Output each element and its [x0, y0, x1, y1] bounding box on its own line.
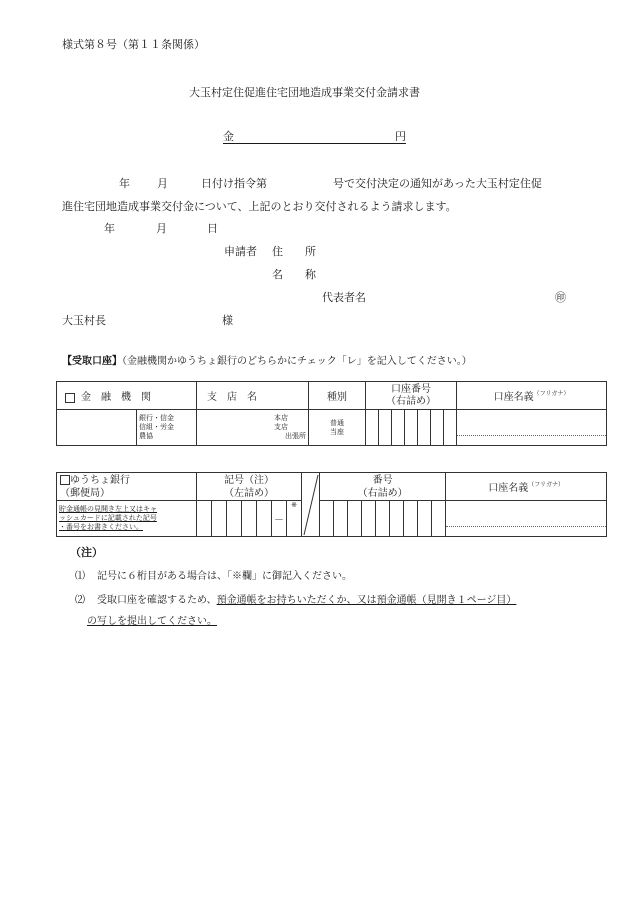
symbol-digit[interactable]: [257, 501, 272, 537]
body-year: 年: [119, 177, 130, 190]
account-type-checking: 当座: [330, 427, 344, 436]
symbol-dash: －: [272, 501, 287, 537]
number-digit[interactable]: [390, 501, 404, 537]
account-digit[interactable]: [405, 410, 418, 446]
number-digit[interactable]: [320, 501, 334, 537]
yucho-holder-header: [446, 473, 607, 501]
body-line2: 進住宅団地造成事業交付金について、上記のとおり交付されるよう請求します。: [62, 200, 457, 213]
inst-type-bank: 銀行・信金: [139, 414, 174, 422]
institution-type-cell: [137, 410, 197, 446]
number-sub: （右詰め）: [357, 487, 408, 499]
holder-kana-line: [457, 419, 606, 436]
number-header: [320, 473, 446, 501]
addressee-name: 大玉村長: [62, 314, 106, 327]
body-day-suffix: 日付け指令第: [201, 177, 267, 190]
number-digit[interactable]: [348, 501, 362, 537]
holder-header: [457, 382, 607, 410]
date-year: 年: [104, 222, 115, 235]
holder-label: 口座名義: [493, 392, 534, 403]
institution-header-label: 金 融 機 関: [81, 392, 151, 403]
account-no-sub: （右詰め）: [386, 395, 437, 407]
applicant-label: 申請者: [224, 245, 257, 258]
account-digit[interactable]: [444, 410, 457, 446]
branch-cell[interactable]: [197, 410, 309, 446]
amount-prefix: 金: [223, 130, 234, 143]
note-2-line2: の写しを提出してください。: [87, 616, 217, 627]
branch-header: 支 店 名: [197, 382, 309, 410]
account-digit[interactable]: [366, 410, 379, 446]
note-2: [97, 591, 516, 606]
institution-checkbox[interactable]: [65, 393, 75, 403]
yucho-holder-cell[interactable]: [446, 501, 607, 537]
branch-type-office: 出張所: [285, 432, 306, 440]
holder-kana-label: （フリガナ）: [533, 390, 570, 398]
account-heading-label: 【受取口座】: [62, 356, 122, 367]
institution-name-cell[interactable]: [57, 410, 137, 446]
yucho-holder-label: 口座名義: [488, 483, 529, 494]
body-month: 月: [157, 177, 168, 190]
symbol-star-digit[interactable]: ※: [287, 501, 302, 537]
bank-account-table: [56, 381, 607, 446]
yucho-checkbox[interactable]: [60, 475, 70, 485]
symbol-sub: （左詰め）: [224, 487, 275, 499]
yucho-holder-kana: （フリガナ）: [528, 481, 564, 489]
account-digit[interactable]: [379, 410, 392, 446]
number-digit[interactable]: [334, 501, 348, 537]
note-1: 記号に６桁目がある場合は、「※欄」に御記入ください。: [97, 571, 352, 582]
amount-line[interactable]: [223, 128, 406, 144]
account-digit[interactable]: [392, 410, 405, 446]
yucho-account-table: [56, 472, 607, 537]
number-digit[interactable]: [432, 501, 446, 537]
yucho-note-line: 貯金通帳の見開き左上又はキャ: [59, 505, 157, 513]
amount-suffix: 円: [395, 130, 406, 143]
yucho-note-line: ・番号をお書きください。: [59, 523, 143, 531]
body-num-suffix: 号で交付決定の通知があった大玉村定住促: [333, 177, 542, 190]
diagonal-cell: [302, 473, 320, 537]
date-month: 月: [156, 222, 167, 235]
holder-name-cell[interactable]: [457, 410, 607, 446]
number-digit[interactable]: [362, 501, 376, 537]
symbol-digit[interactable]: [227, 501, 242, 537]
number-label: 番号: [372, 474, 393, 486]
number-digit[interactable]: [418, 501, 432, 537]
branch-type-branch: 支店: [274, 423, 288, 431]
number-digit[interactable]: [404, 501, 418, 537]
yucho-bank-label: ゆうちょ銀行: [70, 474, 130, 486]
diagonal-line: [302, 473, 320, 537]
yucho-holder-kana-line: [446, 510, 606, 527]
account-digit[interactable]: [418, 410, 431, 446]
yucho-bank-sub: （郵便局）: [60, 487, 110, 499]
account-no-header: [366, 382, 457, 410]
note-2-number: ⑵: [75, 595, 85, 606]
account-no-label: 口座番号: [391, 383, 432, 395]
rep-label: 代表者名: [322, 291, 366, 304]
inst-type-credit: 信組・労金: [139, 423, 174, 431]
form-number: 様式第８号（第１１条関係）: [62, 38, 205, 51]
note-2-plain: 受取口座を確認するため、: [97, 595, 217, 606]
name-label: 名 称: [272, 268, 316, 281]
seal-mark: ㊞: [555, 291, 566, 304]
symbol-digit[interactable]: [212, 501, 227, 537]
notes-heading: （注）: [70, 546, 103, 559]
number-digit[interactable]: [376, 501, 390, 537]
yucho-note-line: ッシュカードに記載された記号: [59, 514, 157, 522]
page-title: 大玉村定住促進住宅団地造成事業交付金請求書: [189, 86, 420, 99]
institution-header[interactable]: [57, 382, 197, 410]
symbol-label: 記号（注）: [224, 474, 275, 486]
yucho-note-cell: [57, 501, 197, 537]
note-1-number: ⑴: [75, 571, 85, 582]
symbol-digit[interactable]: [242, 501, 257, 537]
account-heading: [62, 352, 472, 367]
account-digit[interactable]: [431, 410, 444, 446]
account-type-ordinary: 普通: [330, 418, 344, 427]
symbol-digit[interactable]: [197, 501, 212, 537]
note-2-underlined: 預金通帳をお持ちいただくか、又は預金通帳（見開き１ページ目）: [216, 595, 517, 606]
branch-type-head: 本店: [274, 414, 288, 422]
addressee-honorific: 様: [222, 314, 233, 327]
account-heading-note: （金融機関かゆうちょ銀行のどちらかにチェック「レ」を記入してください。）: [122, 356, 472, 367]
symbol-header: [197, 473, 302, 501]
yucho-header[interactable]: [57, 473, 197, 501]
address-label: 住 所: [272, 245, 316, 258]
account-type-cell[interactable]: [309, 410, 366, 446]
type-header: 種別: [309, 382, 366, 410]
inst-type-agri: 農協: [139, 432, 153, 440]
date-day: 日: [207, 222, 218, 235]
